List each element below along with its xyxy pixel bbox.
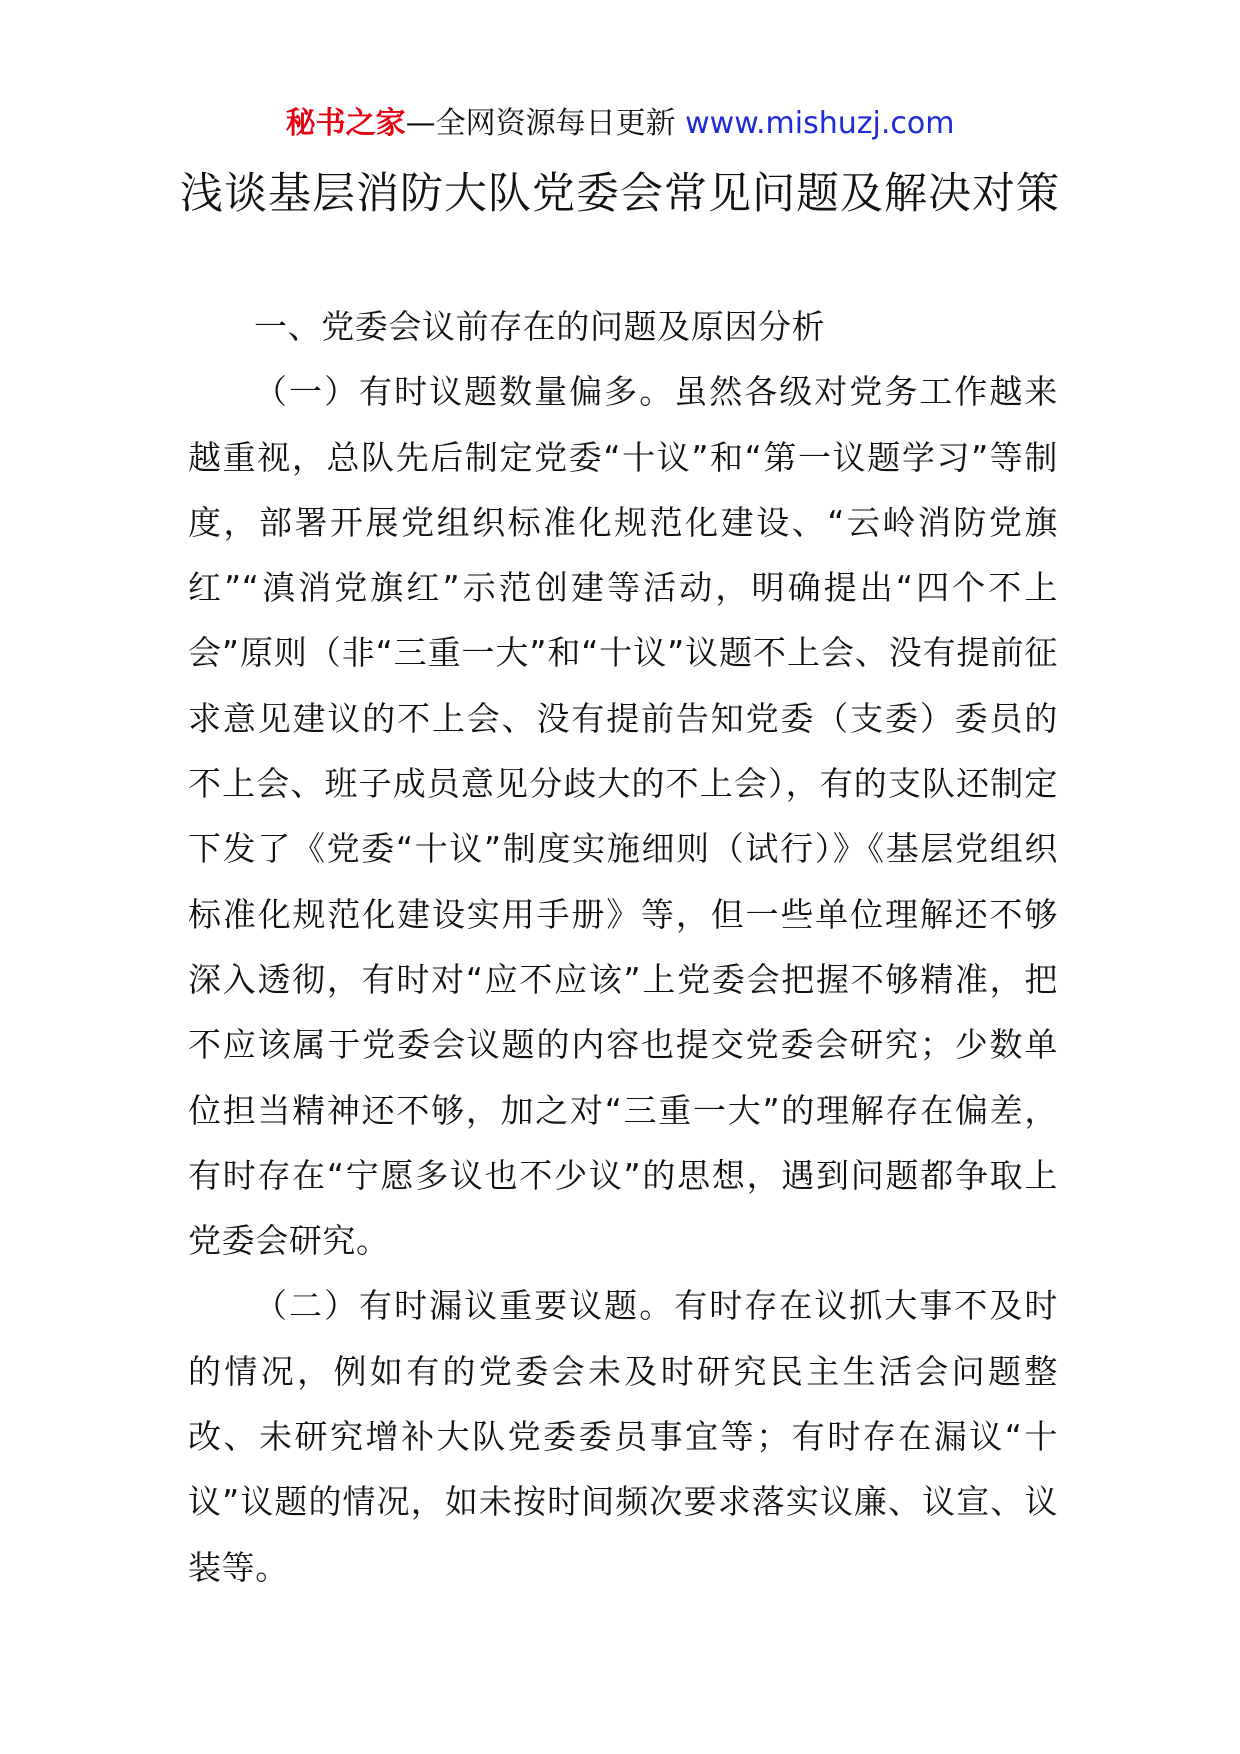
- section-heading: 一、党委会议前存在的问题及原因分析: [254, 307, 826, 346]
- site-brand: 秘书之家: [285, 106, 406, 141]
- document-title: 浅谈基层消防大队党委会常见问题及解决对策: [180, 169, 1060, 219]
- body-paragraph-1: （一）有时议题数量偏多。虽然各级对党务工作越来越重视，总队先后制定党委“十议”和“第一议题学习”等制度，部署开展党组织标准化规范化建设、“云岭消防党旗红”“滇消党旗红”示范创建等活动，明确提出“四个不上会”原则（非“三重一大”和“十议”议题不上会、没有提前征求意见建议的不上会、没有提前告知党委（支委）委员的不上会、班子成员意见分歧大的不上会），有的支队还制定下发了《党委“十议”制度实施细则（试行）》《基层党组织标准化规范化建设实用手册》等，但一些单位理解还不够深入透彻，有时对“应不应该”上党委会把握不够精准，把不应该属于党委会议题的内容也提交党委会研究；少数单位担当精神还不够，加之对“三重一大”的理解存在偏差，有时存在“宁愿多议也不少议”的思想，遇到问题都争取上党委会研究。: [188, 372, 1058, 1261]
- body-paragraph-2: （二）有时漏议重要议题。有时存在议抓大事不及时的情况，例如有的党委会未及时研究民主生活会问题整改、未研究增补大队党委委员事宜等；有时存在漏议“十议”议题的情况，如未按时间频次要求落实议廉、议宣、议装等。: [188, 1286, 1058, 1587]
- site-slogan: —全网资源每日更新: [405, 106, 676, 141]
- document-body: [188, 294, 1058, 1600]
- site-header: [0, 98, 1240, 150]
- site-url-link[interactable]: www.mishuzj.com: [685, 106, 955, 141]
